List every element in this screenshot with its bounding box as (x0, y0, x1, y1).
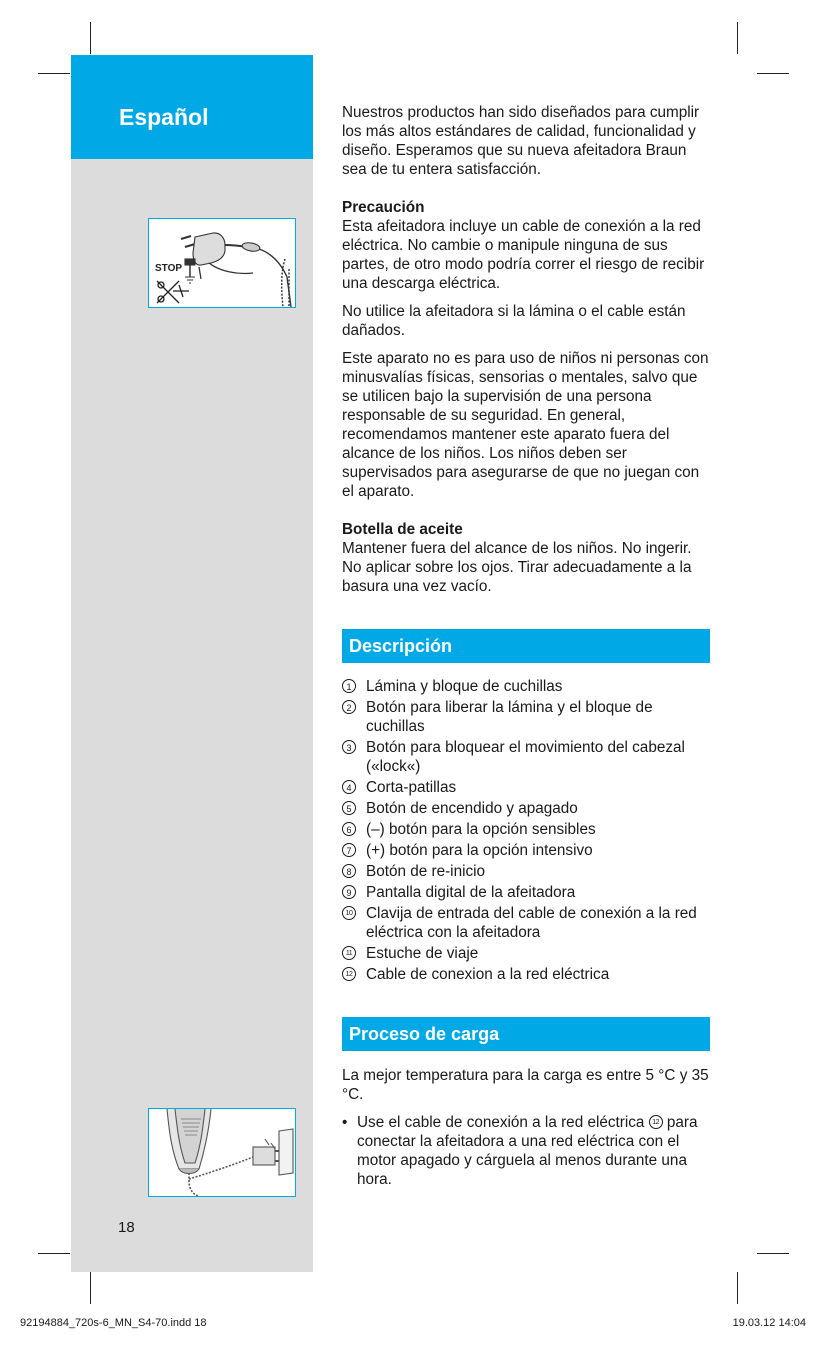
oil-bottle-heading: Botella de aceite (342, 521, 463, 538)
plug-warning-illustration (149, 219, 295, 307)
precaution-heading: Precaución (342, 199, 425, 216)
damage-warning: No utilice la afeitadora si la lámina o el cable están dañados. (342, 303, 686, 339)
main-content (342, 103, 710, 1189)
item-text: Botón para bloquear el movimiento del cabezal («lock«) (366, 739, 685, 775)
item-number: 11 (342, 946, 356, 960)
item-text: Botón de encendido y apagado (366, 800, 578, 817)
precaution-text: Esta afeitadora incluye un cable de conexión a la red eléctrica. No cambie o manipule ninguna de sus partes, de otro modo podría correr el riesgo de recibir una descarga eléctrica. (342, 218, 705, 292)
list-item (342, 820, 710, 839)
charging-step-text: Use el cable de conexión a la red eléctrica (357, 1114, 645, 1131)
item-text: Lámina y bloque de cuchillas (366, 678, 563, 695)
crop-mark (90, 1272, 91, 1304)
list-item (342, 965, 710, 984)
crop-mark (757, 73, 789, 74)
item-text: Botón de re-inicio (366, 863, 486, 880)
crop-mark (90, 22, 91, 54)
item-number: 9 (342, 885, 356, 899)
item-text: (+) botón para la opción intensivo (366, 842, 593, 859)
stop-label: STOP (155, 263, 183, 274)
item-number: 4 (342, 780, 356, 794)
crop-mark (757, 1253, 789, 1254)
charging-step-text-cont: para conectar la afeitadora a una red eléctrica con el motor apagado y cárguela al menos durante una hora. (357, 1114, 698, 1188)
item-number: 1 (342, 679, 356, 693)
oil-bottle-block (342, 520, 710, 596)
print-slug-date: 19.03.12 14:04 (732, 1317, 806, 1329)
list-item (342, 698, 710, 736)
charging-intro: La mejor temperatura para la carga es entre 5 °C y 35 °C. (342, 1067, 709, 1103)
description-list (342, 677, 710, 984)
description-header: Descripción (342, 629, 710, 663)
oil-bottle-text: Mantener fuera del alcance de los niños. No ingerir. No aplicar sobre los ojos. Tirar adecuadamente a la basura una vez vacío. (342, 540, 692, 595)
item-number: 3 (342, 740, 356, 754)
language-title: Español (119, 104, 209, 130)
list-item (342, 862, 710, 881)
item-text: Botón para liberar la lámina y el bloque de cuchillas (366, 699, 653, 735)
item-text: Cable de conexion a la red eléctrica (366, 966, 610, 983)
charging-steps (342, 1113, 710, 1189)
figure-shaver-charging (148, 1108, 296, 1197)
item-number: 8 (342, 864, 356, 878)
page-number: 18 (118, 1219, 135, 1236)
list-item (342, 883, 710, 902)
list-item (342, 677, 710, 696)
list-item (342, 904, 710, 942)
item-text: Corta-patillas (366, 779, 457, 796)
children-warning: Este aparato no es para uso de niños ni personas con minusvalías físicas, sensorias o mentales, salvo que se utilicen bajo la supervisión de una persona responsable de su seguridad. En general, recomendamos mantener este aparato fuera del alcance de los niños. Los niños deben ser supervisados para asegurarse de que no juegan con el aparato. (342, 350, 709, 500)
item-number: 2 (342, 700, 356, 714)
precaution-block (342, 198, 710, 293)
list-item (342, 738, 710, 776)
item-text: Clavija de entrada del cable de conexión a la red eléctrica con la afeitadora (366, 905, 697, 941)
print-slug-file: 92194884_720s-6_MN_S4-70.indd 18 (20, 1317, 207, 1329)
figure-plug-warning (148, 218, 296, 308)
language-header (71, 55, 313, 159)
crop-mark (38, 73, 70, 74)
item-text: (–) botón para la opción sensibles (366, 821, 596, 838)
shaver-charging-illustration (149, 1109, 295, 1196)
item-number: 10 (342, 906, 356, 920)
item-number: 7 (342, 843, 356, 857)
item-number: 12 (342, 967, 356, 981)
list-item (342, 1113, 710, 1189)
list-item (342, 841, 710, 860)
list-item (342, 944, 710, 963)
crop-mark (38, 1253, 70, 1254)
intro-paragraph: Nuestros productos han sido diseñados para cumplir los más altos estándares de calidad, funcionalidad y diseño. Esperamos que su nueva afeitadora Braun sea de tu entera satisfacción. (342, 104, 700, 178)
item-text: Estuche de viaje (366, 945, 479, 962)
item-reference: 12 (649, 1115, 663, 1129)
list-item (342, 778, 710, 797)
item-number: 6 (342, 822, 356, 836)
list-item (342, 799, 710, 818)
crop-mark (737, 1272, 738, 1304)
item-text: Pantalla digital de la afeitadora (366, 884, 576, 901)
charging-header: Proceso de carga (342, 1017, 710, 1051)
item-number: 5 (342, 801, 356, 815)
crop-mark (737, 22, 738, 54)
